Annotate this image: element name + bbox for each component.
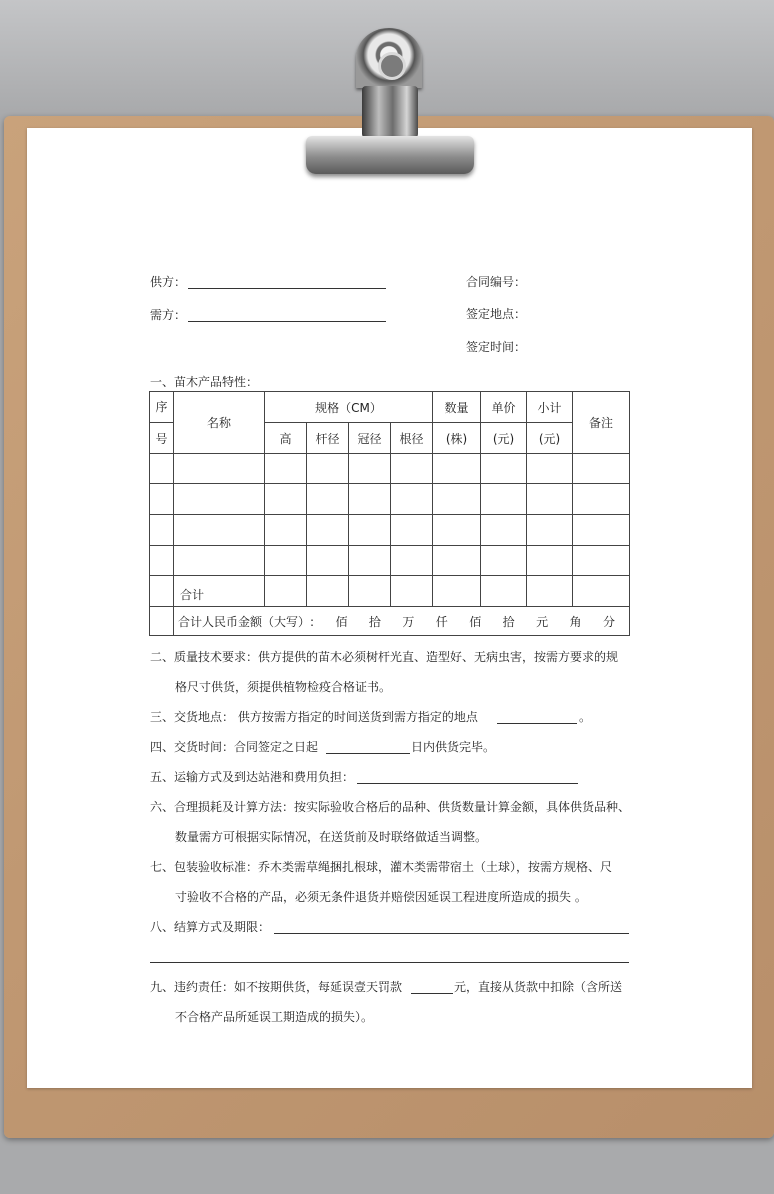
clip-ring [378, 52, 406, 80]
rmb-label: 合计人民币金额（大写）: [178, 614, 315, 629]
clause-2-line1: 二、质量技术要求：供方提供的苗木必须树杆光直、造型好、无病虫害，按需方要求的规 [150, 650, 619, 664]
clause-2-line2: 格尺寸供货，须提供植物检疫合格证书。 [175, 680, 392, 694]
remark-header: 备注 [573, 392, 630, 454]
seq-header-top: 序 [150, 392, 174, 423]
rmb-unit-jiao: 角 [569, 614, 582, 629]
price-header-bottom: (元) [481, 423, 527, 454]
total-row [150, 576, 630, 607]
rmb-unit-qian: 仟 [435, 614, 448, 629]
rmb-unit-yuan: 元 [536, 614, 549, 629]
spec-col-trunk: 杆径 [307, 423, 349, 454]
section1-title: 一、苗木产品特性： [150, 375, 259, 389]
clause-7-line2: 寸验收不合格的产品，必须无条件退货并赔偿因延误工程进度所造成的损失 。 [175, 890, 587, 904]
table-row[interactable] [150, 515, 630, 546]
delivery-place-field[interactable] [497, 723, 577, 724]
clause-4-tail: 日内供货完毕。 [411, 740, 496, 754]
rmb-unit-bai: 佰 [335, 614, 348, 629]
clause-9-mid: 元，直接从货款中扣除（含所送 [454, 980, 623, 994]
table-row[interactable] [150, 454, 630, 484]
clip-neck [362, 86, 418, 138]
price-header-top: 单价 [481, 392, 527, 423]
sign-place-label: 签定地点： [466, 307, 527, 321]
clause-8-line1: 八、结算方式及期限： [150, 920, 271, 934]
clause-4-line1: 四、交货时间：合同签定之日起 [150, 740, 319, 754]
total-label: 合计 [174, 576, 265, 607]
clause-6-line2: 数量需方可根据实际情况，在送货前及时联络做适当调整。 [175, 830, 488, 844]
transport-field[interactable] [357, 783, 578, 784]
clause-9-line2: 不合格产品所延误工期造成的损失）。 [175, 1010, 374, 1024]
clause-3-line1: 三、交货地点： 供方按需方指定的时间送货到需方指定的地点 [150, 710, 478, 724]
rmb-unit-fen: 分 [602, 614, 615, 629]
rmb-unit-shi: 拾 [368, 614, 381, 629]
table-row[interactable] [150, 484, 630, 515]
settlement-field-2[interactable] [150, 962, 629, 963]
clause-7-line1: 七、包装验收标准：乔木类需草绳捆扎根球，灌木类需带宿土（土球），按需方规格、尺 [150, 860, 613, 874]
clause-9-line1: 九、违约责任：如不按期供货，每延误壹天罚款 [150, 980, 403, 994]
qty-header-bottom: (株) [433, 423, 481, 454]
seq-header-bottom: 号 [150, 423, 174, 454]
clause-6-line1: 六、合理损耗及计算方法：按实际验收合格后的品种、供货数量计算金额，具体供货品种、 [150, 800, 631, 814]
penalty-field[interactable] [411, 993, 453, 994]
supplier-label: 供方： [150, 275, 187, 289]
sign-time-label: 签定时间： [466, 340, 527, 354]
spec-header: 规格（CM） [265, 392, 433, 423]
delivery-days-field[interactable] [326, 753, 410, 754]
buyer-field[interactable] [188, 321, 386, 322]
binder-clip-icon [306, 136, 474, 174]
rmb-unit-bai2: 佰 [469, 614, 482, 629]
contract-no-label: 合同编号： [466, 275, 527, 289]
rmb-row [150, 607, 630, 636]
name-header: 名称 [174, 392, 265, 454]
clause-3-tail: 。 [579, 710, 592, 724]
spec-col-crown: 冠径 [349, 423, 391, 454]
rmb-unit-wan: 万 [402, 614, 415, 629]
buyer-label: 需方： [150, 308, 187, 322]
qty-header-top: 数量 [433, 392, 481, 423]
clause-5-line1: 五、运输方式及到达站港和费用负担： [150, 770, 355, 784]
spec-col-root: 根径 [391, 423, 433, 454]
table-row[interactable] [150, 546, 630, 576]
rmb-unit-shi2: 拾 [502, 614, 515, 629]
product-table [149, 391, 630, 636]
supplier-field[interactable] [188, 288, 386, 289]
settlement-field[interactable] [274, 933, 629, 934]
subtotal-header-top: 小计 [527, 392, 573, 423]
spec-col-height: 高 [265, 423, 307, 454]
subtotal-header-bottom: (元) [527, 423, 573, 454]
